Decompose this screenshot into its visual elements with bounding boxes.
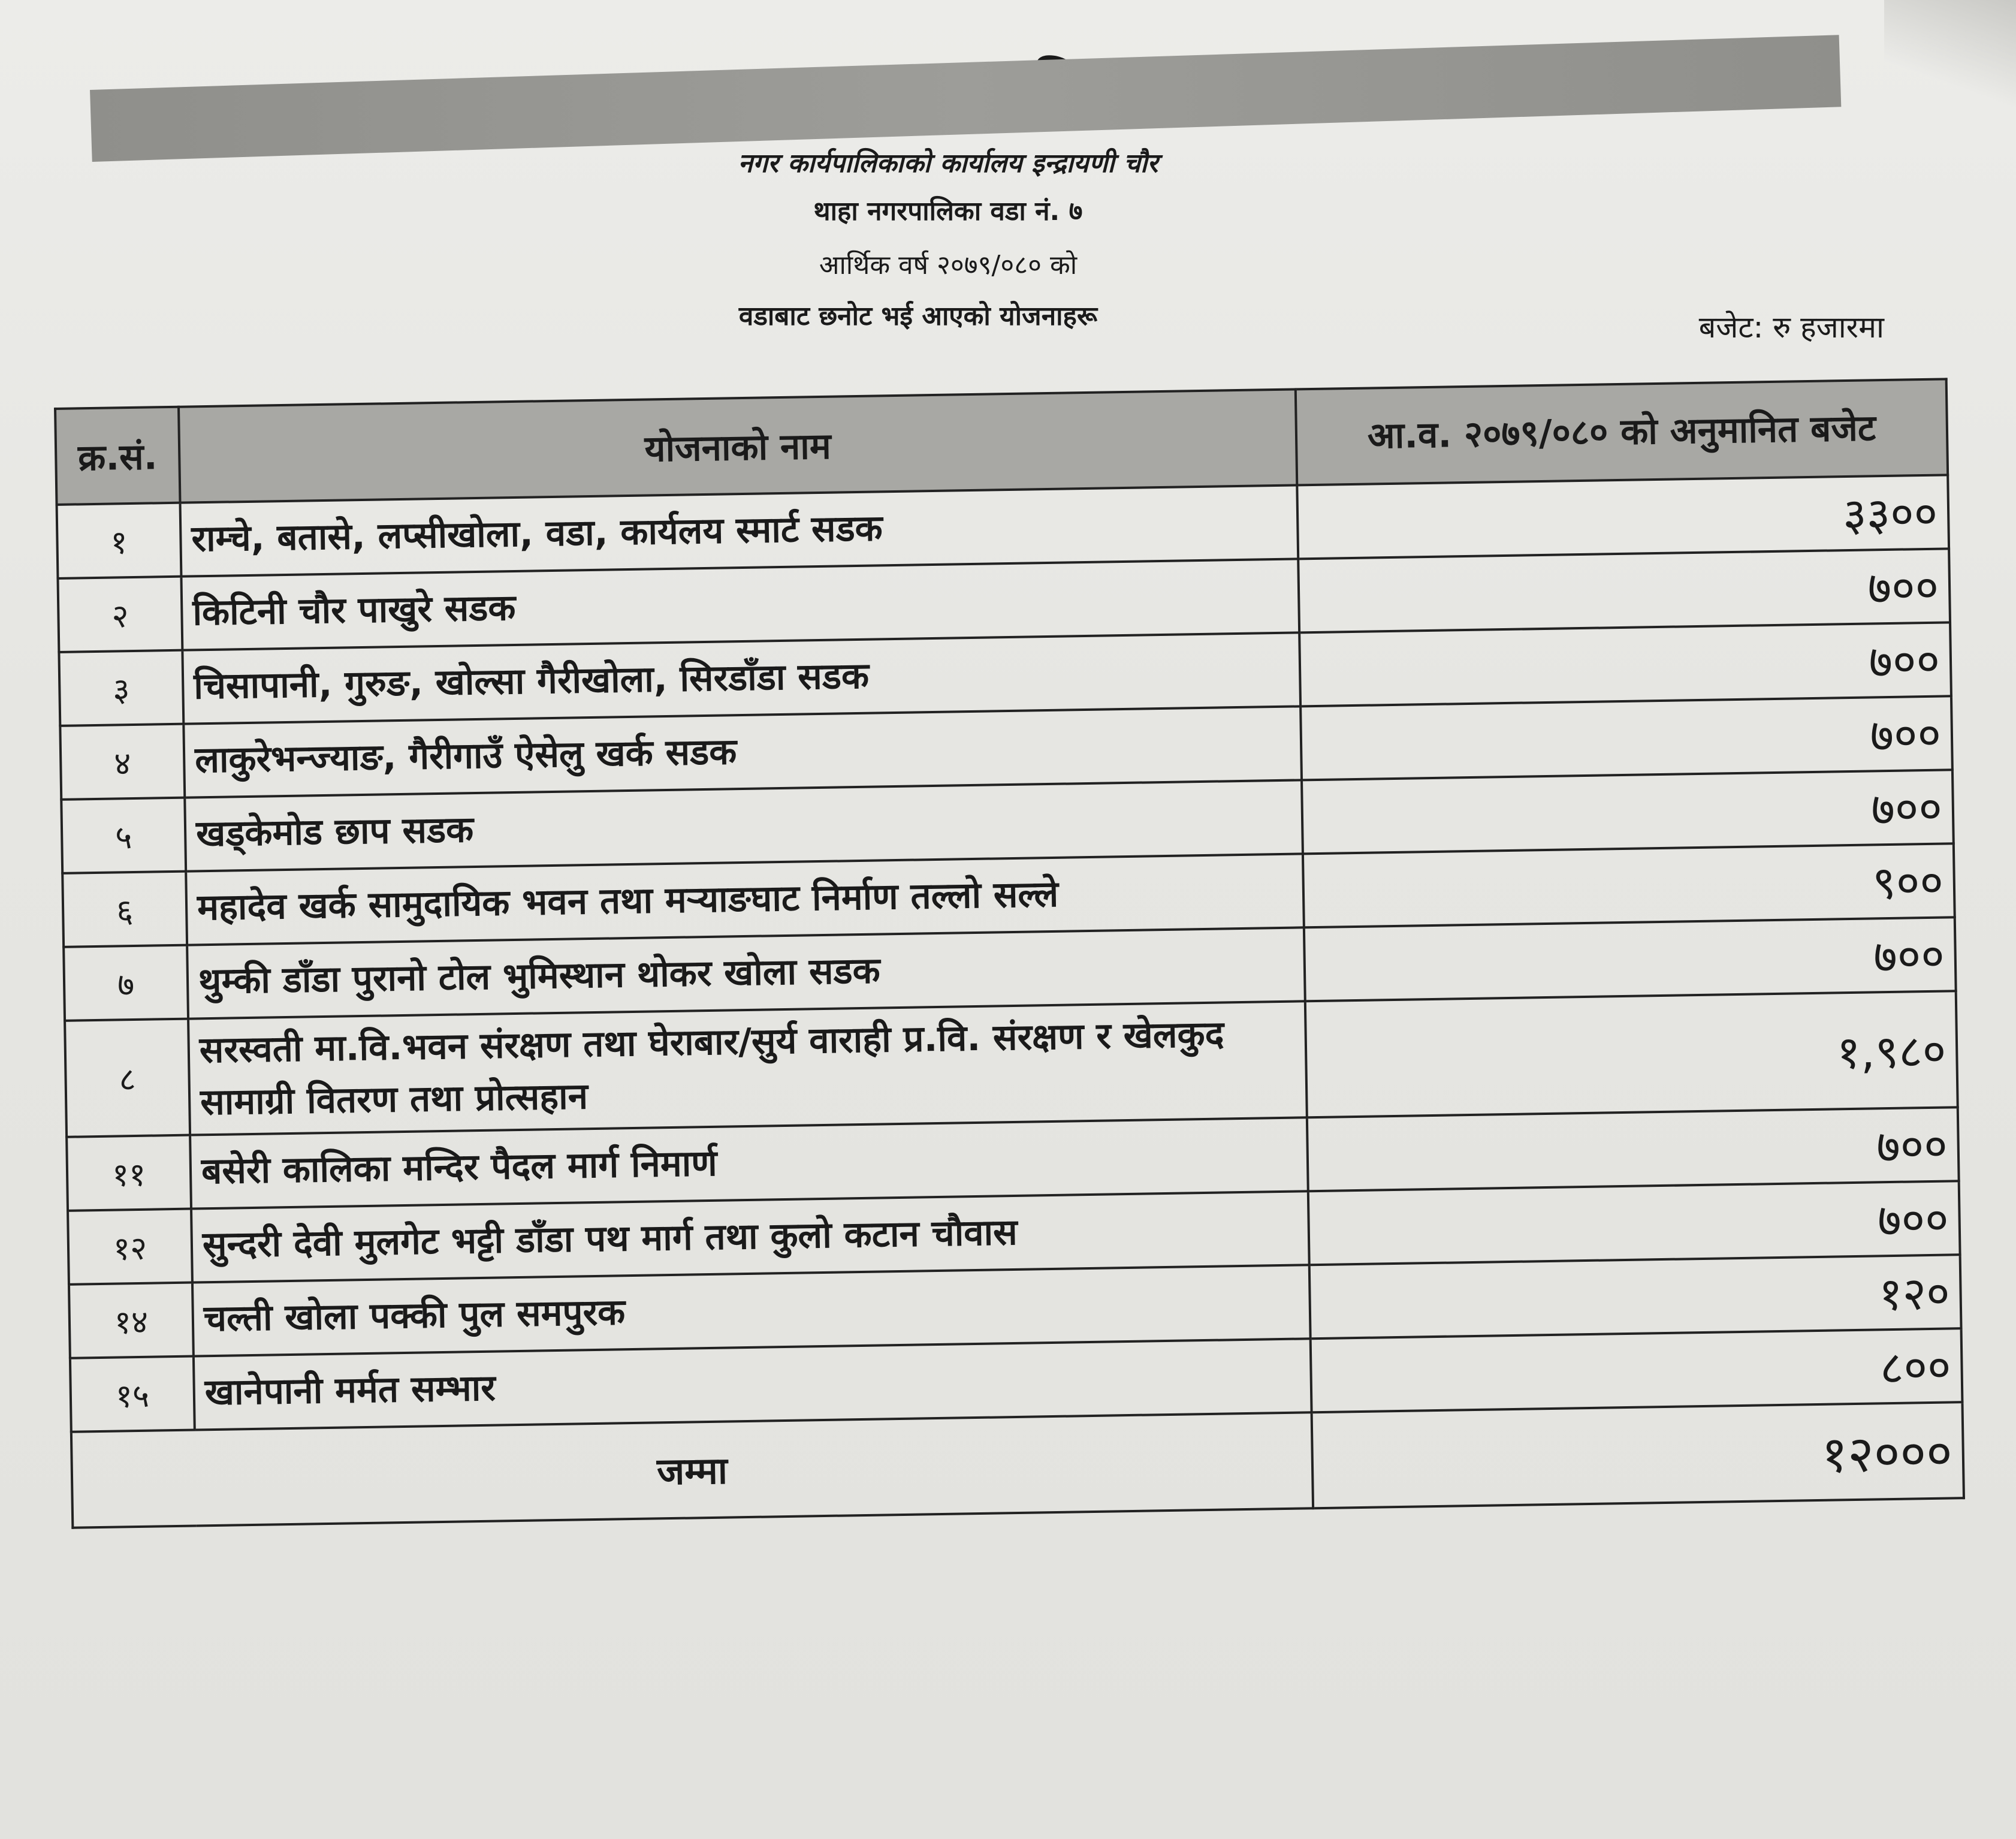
row-name: चिसापानी, गुरुङ, खोल्सा गैरीखोला, सिरडाँडा सडक — [182, 632, 1300, 723]
row-sn: ३ — [59, 650, 183, 726]
row-sn: २ — [58, 577, 182, 652]
table-body — [57, 475, 1964, 1527]
row-name: बसेरी कालिका मन्दिर पैदल मार्ग निमार्ण — [190, 1117, 1308, 1208]
column-header-sn: क्र.सं. — [55, 407, 180, 505]
row-sn: ७ — [64, 945, 188, 1021]
row-sn: ५ — [61, 798, 186, 873]
row-sn: १५ — [70, 1356, 195, 1432]
row-name: महादेव खर्क सामुदायिक भवन तथा मर्‍याङघाट निर्माण तल्लो सल्ले — [186, 854, 1304, 945]
total-amount: १२००० — [1312, 1402, 1964, 1508]
row-amount: १,९८० — [1305, 991, 1958, 1117]
row-sn: ६ — [62, 872, 187, 947]
row-amount: ३३०० — [1297, 475, 1949, 559]
row-amount: १२० — [1309, 1255, 1961, 1338]
row-name: थुम्की डाँडा पुरानो टोल भुमिस्थान थोकर खोला सडक — [187, 927, 1305, 1018]
row-name: सुन्दरी देवी मुलगेट भट्टी डाँडा पथ मार्ग तथा कुलो कटान चौवास — [191, 1191, 1309, 1282]
row-name: राम्चे, बतासे, लप्सीखोला, वडा, कार्यलय स्मार्ट सडक — [180, 485, 1299, 576]
row-sn: ११ — [67, 1135, 191, 1211]
row-sn: १४ — [69, 1283, 194, 1358]
row-name: चल्ती खोला पक्की पुल समपुरक — [192, 1265, 1311, 1356]
document-subtitle: वडाबाट छनोट भई आएको योजनाहरू — [738, 301, 1098, 331]
total-label: जम्मा — [71, 1412, 1313, 1527]
budget-table — [54, 378, 1965, 1529]
fiscal-year: आर्थिक वर्ष २०७९/०८० को — [819, 250, 1078, 281]
row-amount: ७०० — [1307, 1107, 1959, 1191]
column-header-amount: आ.व. २०७९/०८० को अनुमानित बजेट — [1296, 379, 1948, 485]
row-amount: ७०० — [1298, 548, 1950, 632]
budget-unit-note: बजेट: रु हजारमा — [1698, 310, 1884, 345]
column-header-name: योजनाको नाम — [179, 389, 1297, 502]
row-sn: १२ — [68, 1209, 192, 1285]
ward-name: थाहा नगरपालिका वडा नं. ७ — [813, 196, 1083, 227]
row-sn: १ — [57, 503, 182, 578]
row-amount: ७०० — [1302, 770, 1954, 854]
row-amount: ८०० — [1311, 1328, 1963, 1412]
row-name: सरस्वती मा.वि.भवन संरक्षण तथा घेराबार/सुर्य वाराही प्र.वि. संरक्षण र खेलकुद सामाग्री वितरण तथा प्रोत्सहान — [188, 1001, 1307, 1135]
row-sn: ४ — [60, 724, 185, 800]
row-name: किटिनी चौर पाखुरे सडक — [181, 559, 1299, 650]
row-amount: ९०० — [1303, 843, 1955, 927]
row-name: लाकुरेभन्ज्याङ, गैरीगाउँ ऐसेलु खर्क सडक — [183, 706, 1302, 797]
row-name: खड्केमोड छाप सडक — [185, 780, 1303, 871]
row-amount: ७०० — [1299, 622, 1951, 706]
row-amount: ७०० — [1308, 1181, 1960, 1265]
row-name: खानेपानी मर्मत सम्भार — [194, 1338, 1312, 1430]
row-sn: ८ — [65, 1019, 190, 1137]
row-amount: ७०० — [1300, 696, 1952, 780]
row-amount: ७०० — [1304, 917, 1956, 1001]
office-name: नगर कार्यपालिकाको कार्यालय इन्द्रायणी चौर — [738, 148, 1158, 179]
